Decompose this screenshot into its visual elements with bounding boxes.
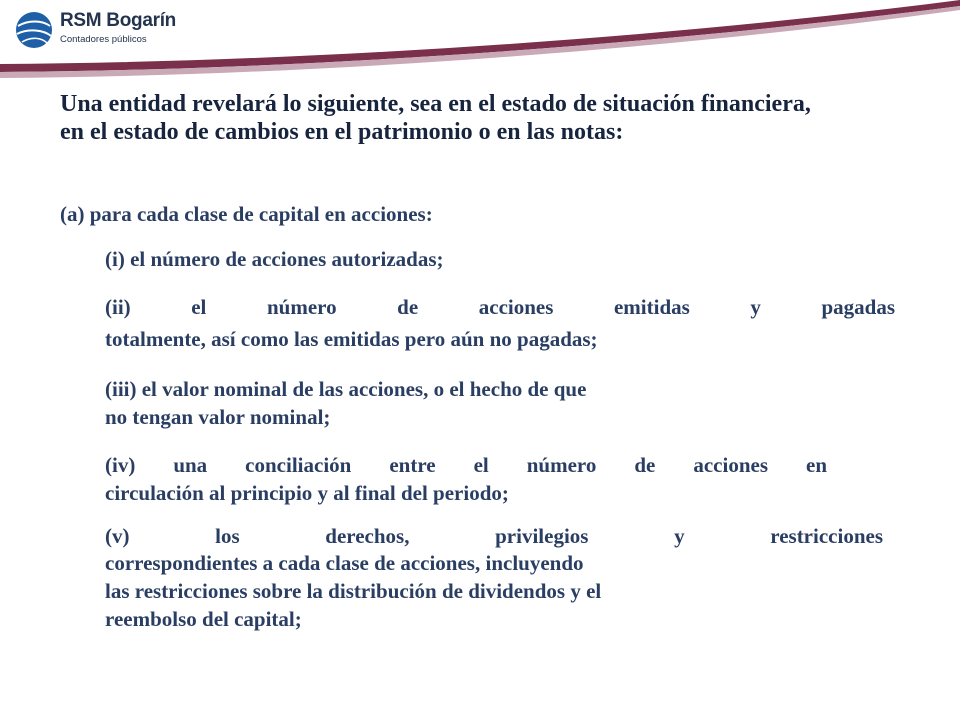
- sub-item-ii-line2: totalmente, así como las emitidas pero aún no pagadas;: [105, 327, 598, 351]
- sub-item-ii-line1: (ii) el número de acciones emitidas y pagadas: [105, 295, 895, 319]
- globe-icon: [14, 10, 54, 50]
- sub-item-v-line1: (v) los derechos, privilegios y restricciones: [105, 524, 883, 548]
- logo-tagline: Contadores públicos: [60, 34, 147, 45]
- company-logo: [14, 8, 184, 54]
- sub-item-v-line4: reembolso del capital;: [105, 607, 302, 631]
- sub-item-iv-line1: (iv) una conciliación entre el número de acciones en: [105, 453, 827, 477]
- item-a: (a) para cada clase de capital en acciones:: [60, 202, 433, 226]
- sub-item-v-line2: correspondientes a cada clase de acciones, incluyendo: [105, 551, 584, 575]
- sub-item-v-line3: las restricciones sobre la distribución de dividendos y el: [105, 579, 602, 603]
- page-title: Una entidad revelará lo siguiente, sea en el estado de situación financiera, en el estado de cambios en el patrimonio o en las notas:: [60, 91, 811, 145]
- sub-item-i: (i) el número de acciones autorizadas;: [105, 247, 444, 271]
- logo-brand: RSM Bogarín: [60, 10, 176, 31]
- sub-item-iv-line2: circulación al principio y al final del periodo;: [105, 481, 509, 505]
- sub-item-iii-line2: no tengan valor nominal;: [105, 405, 331, 429]
- sub-item-iii-line1: (iii) el valor nominal de las acciones, o el hecho de que: [105, 377, 587, 401]
